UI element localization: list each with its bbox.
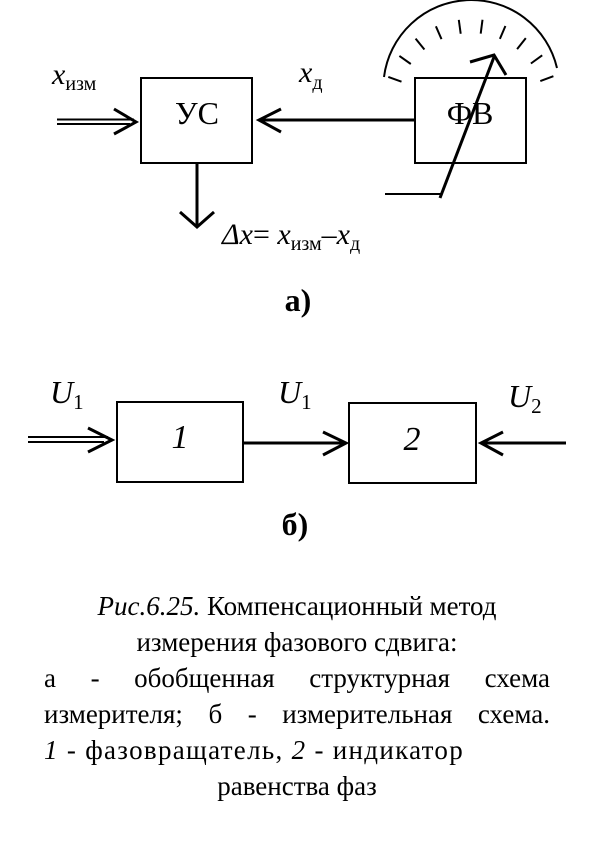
dial-tick	[459, 20, 461, 34]
output-arrow-a	[180, 163, 214, 227]
input-arrow-b	[28, 428, 112, 452]
input-arrow-a	[57, 109, 136, 134]
dial-ticks	[388, 20, 553, 82]
caption-title-line	[44, 588, 550, 624]
dial-scale	[384, 0, 557, 82]
dial-tick	[531, 55, 542, 63]
block-us-label: УС	[175, 95, 219, 131]
dial-tick	[500, 26, 506, 39]
dial-tick	[481, 20, 483, 34]
caption-title-line-2: измерения фазового сдвига:	[136, 627, 458, 657]
input-label-a: $x_{изм}$	[52, 58, 97, 95]
middle-label-b: U1	[278, 374, 312, 414]
block-1-label: 1	[171, 419, 189, 456]
caption-item1-text: - фазовращатель,	[58, 735, 292, 765]
dial-tick	[436, 26, 442, 39]
part-label-b: б)	[281, 506, 309, 542]
dial-tick	[399, 56, 410, 64]
caption-last-line: равенства фаз	[217, 771, 377, 801]
part-label-a: а)	[284, 282, 312, 318]
input-label-b: U1	[50, 374, 84, 414]
block-fv-label: ФВ	[446, 95, 494, 131]
caption-item2-num: 2	[291, 735, 307, 765]
caption-item1-num: 1	[44, 735, 59, 765]
block-2-label: 2	[403, 421, 421, 458]
caption-line-a1: а - обобщенная структурная схема	[44, 663, 550, 693]
caption-figure-label: Рис.6.25.	[97, 591, 201, 621]
right-arrow-b	[481, 432, 566, 455]
feedback-arrow	[259, 109, 415, 132]
dial-tick	[517, 38, 526, 49]
figure-caption	[44, 588, 550, 804]
caption-legend-line	[44, 732, 550, 768]
right-label-b: U2	[508, 378, 542, 418]
caption-item2-text: - индикатор	[306, 735, 465, 765]
difference-formula: $\Delta x= x_{изм}-x_д$	[222, 218, 361, 255]
dial-tick	[540, 76, 553, 81]
feedback-label: $x_д$	[299, 56, 323, 94]
dial-tick	[416, 39, 425, 50]
diagram-b	[28, 374, 566, 542]
middle-arrow	[243, 432, 346, 455]
dial-tick	[388, 77, 401, 82]
diagram-a	[51, 0, 557, 318]
caption-title-rest: Компенсационный метод	[200, 591, 497, 621]
caption-line-a2: измерителя; б - измерительная схема.	[44, 699, 550, 729]
